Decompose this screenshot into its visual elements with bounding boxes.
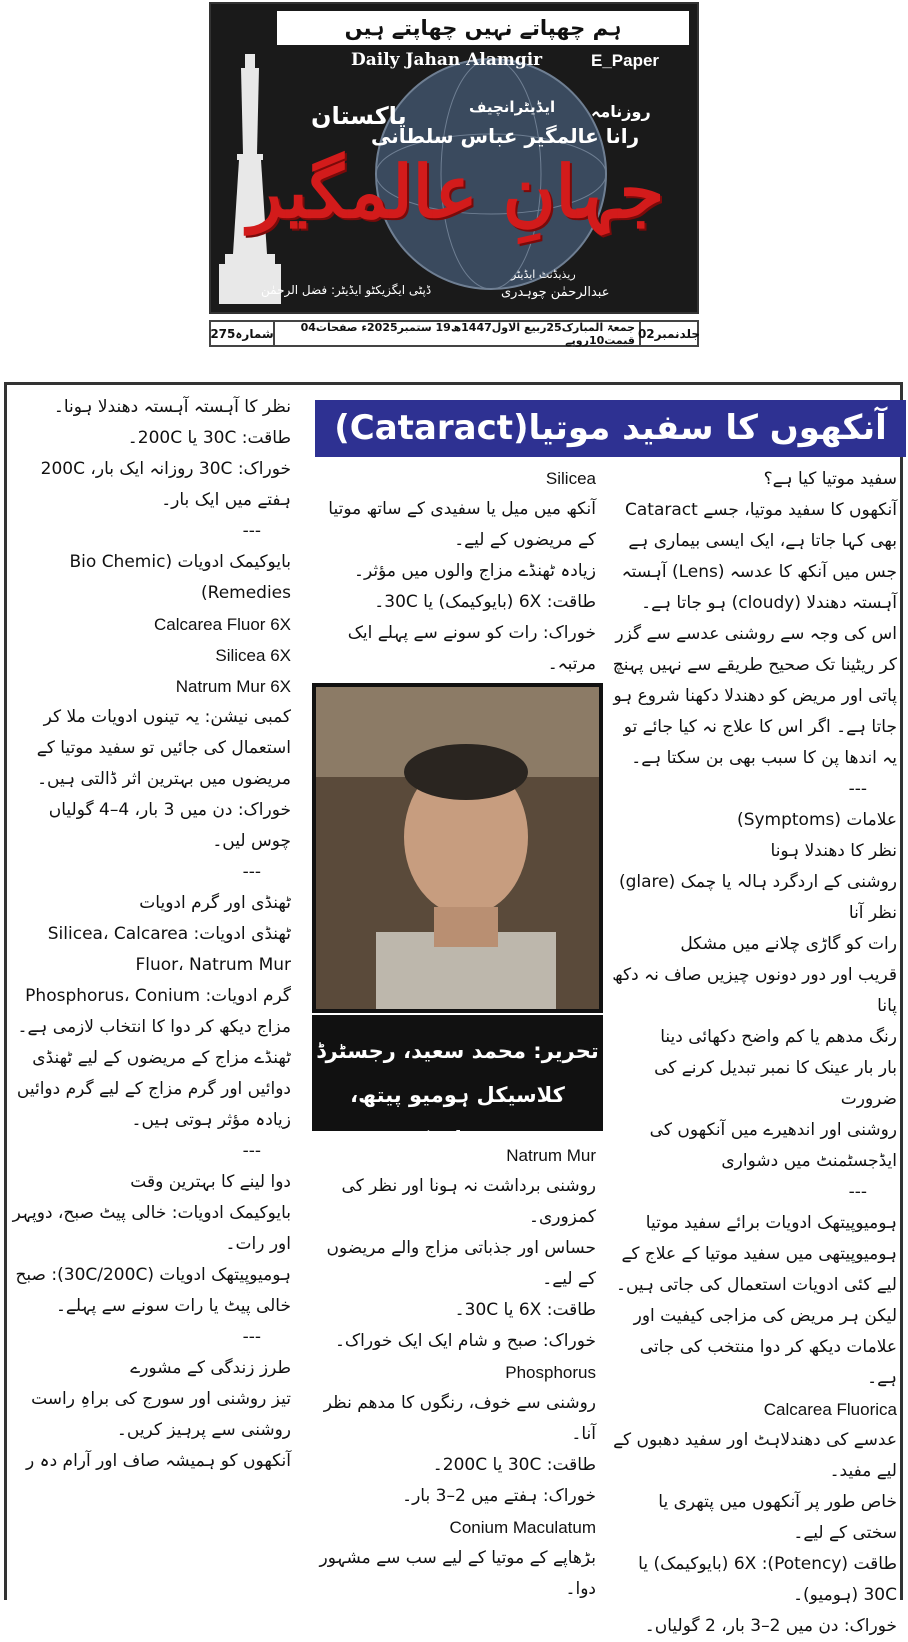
article-paragraph: طاقت: 30C یا 200C۔ [432,1455,596,1475]
section-separator: --- [242,1327,261,1347]
article-paragraph: نظر کا دھندلا ہونا [770,841,897,861]
article-paragraph: خوراک: رات کو سونے سے پہلے ایک مرتبہ۔ [347,623,596,674]
article-paragraph: تیز روشنی اور سورج کی براہِ راست روشنی سے پرہیز کریں۔ [31,1389,291,1440]
section-separator: --- [848,1182,867,1202]
masthead-editor-label: ایڈیٹرانچیف [469,98,556,116]
article-paragraph: روشنی اور اندھیرے میں آنکھوں کی ایڈجسٹمنٹ میں دشواری [649,1120,897,1171]
section-separator: --- [242,862,261,882]
article-paragraph: رات کو گاڑی چلانے میں مشکل [680,934,897,954]
column-left [8,392,291,1477]
article-paragraph: ہومیوپیتھی میں سفید موتیا کے علاج کے لیے کئی ادویات استعمال کی جاتی ہیں۔ لیکن ہر مریض کی مزاجی کیفیت اور علامات دیکھ کر دوا منتخب کی جاتی ہے۔ [615,1244,897,1388]
column-middle-top [316,463,596,680]
article-paragraph: زیادہ ٹھنڈے مزاج والوں میں مؤثر۔ [354,561,596,581]
article-paragraph: بار بار عینک کا نمبر تبدیل کرنے کی ضرورت [654,1058,897,1109]
masthead-resident-name: عبدالرحمٰن چوہدری [501,285,610,300]
author-photo [312,683,603,1013]
masthead-editor-name: رانا عالمگیر عباس سلطانی [371,124,640,148]
article-paragraph: علامات (Symptoms) [737,810,897,830]
article-paragraph: طاقت: 6X (بایوکیمک) یا 30C۔ [374,592,596,612]
article-paragraph: روشنی سے خوف، رنگوں کا مدھم نظر آنا۔ [323,1393,596,1444]
issue-number: شمارہ275 [210,326,274,341]
masthead [209,2,699,349]
article-paragraph: بایوکیمک ادویات (Bio Chemic Remedies) [69,552,291,603]
article-paragraph: ٹھنڈی اور گرم ادویات [139,893,291,913]
masthead-rozname: روزنامہ [591,102,651,121]
article-paragraph: طاقت: 30C یا 200C۔ [127,428,291,448]
article-paragraph: Natrum Mur [506,1146,596,1165]
article-paragraph: طاقت: 6X یا 30C۔ [454,1300,596,1320]
masthead-epaper: E_Paper [591,51,660,70]
article-paragraph: ٹھنڈی ادویات: Silicea، Calcarea Fluor، Natrum Mur [47,924,291,975]
article-paragraph: خوراک: دن میں 3 بار، 4–4 گولیاں چوس لیں۔ [48,800,291,851]
article-paragraph: آنکھوں کا سفید موتیا، جسے Cataract بھی کہا جاتا ہے، ایک ایسی بیماری ہے جس میں آنکھ کا عدسہ (Lens) آہستہ آہستہ دھندلا (cloudy) ہو جاتا ہے۔ اس کی وجہ سے روشنی عدسے سے گزر کر ریٹینا تک صحیح طریقے سے نہیں پہنچ پاتی اور مریض کو دھندلا دکھنا شروع ہو جاتا ہے۔ اگر اس کا علاج نہ کیا جائے تو یہ اندھا پن کا سبب بھی بن سکتا ہے۔ [612,500,897,768]
article-paragraph: Natrum Mur 6X [175,677,291,696]
column-right [612,464,897,1642]
article-paragraph: روشنی برداشت نہ ہونا اور نظر کی کمزوری۔ [341,1176,596,1227]
article-paragraph: خوراک: دن میں 2–3 بار، 2 گولیاں۔ [644,1616,897,1636]
section-separator: --- [242,1141,261,1161]
article-paragraph: سفید موتیا کیا ہے؟ [763,469,897,489]
masthead-resident-label: ریذیڈنٹ ایڈیٹر [511,268,576,281]
author-portrait-icon [316,687,599,1009]
article-paragraph: رنگ مدھم یا کم واضح دکھائی دینا [660,1027,897,1047]
article-paragraph: Calcarea Fluorica [763,1400,897,1419]
article-paragraph: Silicea 6X [215,646,291,665]
article-paragraph: ہومیوپیتھک ادویات (30C/200C): صبح خالی پیٹ یا رات سونے سے پہلے۔ [15,1265,291,1316]
article-paragraph: Silicea [545,469,596,488]
article-paragraph: Phosphorus [505,1363,596,1382]
article-paragraph: آنکھ میں میل یا سفیدی کے ساتھ موتیا کے مریضوں کے لیے۔ [328,499,596,550]
article-paragraph: بایوکیمک ادویات: خالی پیٹ صبح، دوپہر اور رات۔ [12,1203,291,1254]
article-paragraph: ہومیوپیتھک ادویات برائے سفید موتیا [645,1213,897,1233]
article-paragraph: بڑھاپے کے موتیا کے لیے سب سے مشہور دوا۔ [319,1548,596,1599]
article-paragraph: خوراک: صبح و شام ایک ایک خوراک۔ [334,1331,596,1351]
article-paragraph: عدسے کی دھندلاہٹ اور سفید دھبوں کے لیے مفید۔ [613,1430,897,1481]
section-separator: --- [848,779,867,799]
masthead-info-bar [209,320,699,347]
masthead-slogan: ہم چھپاتے نہیں چھاپتے ہیں [277,11,689,45]
article-paragraph: Conium Maculatum [449,1518,596,1537]
article-paragraph: طرز زندگی کے مشورے [130,1358,291,1378]
article-paragraph: روشنی کے اردگرد ہالہ یا چمک (glare) نظر آنا [618,872,897,923]
date-line: جمعۃ المبارک25ربیع الاول1447ھ19 ستمبر2025ء صفحات04 قیمت10روپے [273,322,639,345]
volume-number: جلدنمبر02 [639,322,697,345]
masthead-logo: جہانِ عالمگیر [247,149,665,234]
masthead-english-title: Daily Jahan Alamgir [351,50,543,70]
section-separator: --- [242,521,261,541]
article-paragraph: آنکھوں کو ہمیشہ صاف اور آرام دہ ر [26,1451,291,1471]
article-paragraph: Calcarea Fluor 6X [153,615,291,634]
article-paragraph: خوراک: 30C روزانہ ایک بار، 200C ہفتے میں ایک بار۔ [40,459,291,510]
article-byline: تحریر: محمد سعید، رجسٹرڈ کلاسیکل ہومیو پیتھ، نیدرلینڈز [312,1015,603,1131]
column-middle-bottom [316,1140,596,1605]
article-paragraph: حساس اور جذباتی مزاج والے مریضوں کے لیے۔ [326,1238,596,1289]
article-paragraph: کمبی نیشن: یہ تینوں ادویات ملا کر استعمال کی جائیں تو سفید موتیا کے مریضوں میں بہترین اثر ڈالتی ہیں۔ [36,707,291,789]
article-paragraph: خوراک: ہفتے میں 2–3 بار۔ [402,1486,596,1506]
article-paragraph: قریب اور دور دونوں چیزیں صاف نہ دکھ پانا [612,965,897,1016]
masthead-country: پاکستان [311,102,407,130]
article-paragraph: گرم ادویات: Phosphorus، Conium [25,986,291,1006]
article-paragraph: خاص طور پر آنکھوں میں پتھری یا سختی کے لیے۔ [658,1492,897,1543]
article-paragraph: طاقت (Potency): 6X (بایوکیمک) یا 30C (ہومیو)۔ [638,1554,897,1605]
masthead-banner [209,2,699,314]
masthead-deputy: ڈپٹی ایگزیکٹو ایڈیٹر: فضل الرحمٰن [261,283,432,297]
article-paragraph: دوا لینے کا بہترین وقت [130,1172,291,1192]
article-paragraph: مزاج دیکھ کر دوا کا انتخاب لازمی ہے۔ ٹھنڈے مزاج کے مریضوں کے لیے ٹھنڈی دوائیں اور گرم مزاج کے لیے گرم دوائیں زیادہ مؤثر ہوتی ہیں۔ [16,1017,291,1130]
article-paragraph: نظر کا آہستہ آہستہ دھندلا ہونا۔ [53,397,291,417]
article-headline: آنکھوں کا سفید موتیا(Cataract) [315,400,906,457]
